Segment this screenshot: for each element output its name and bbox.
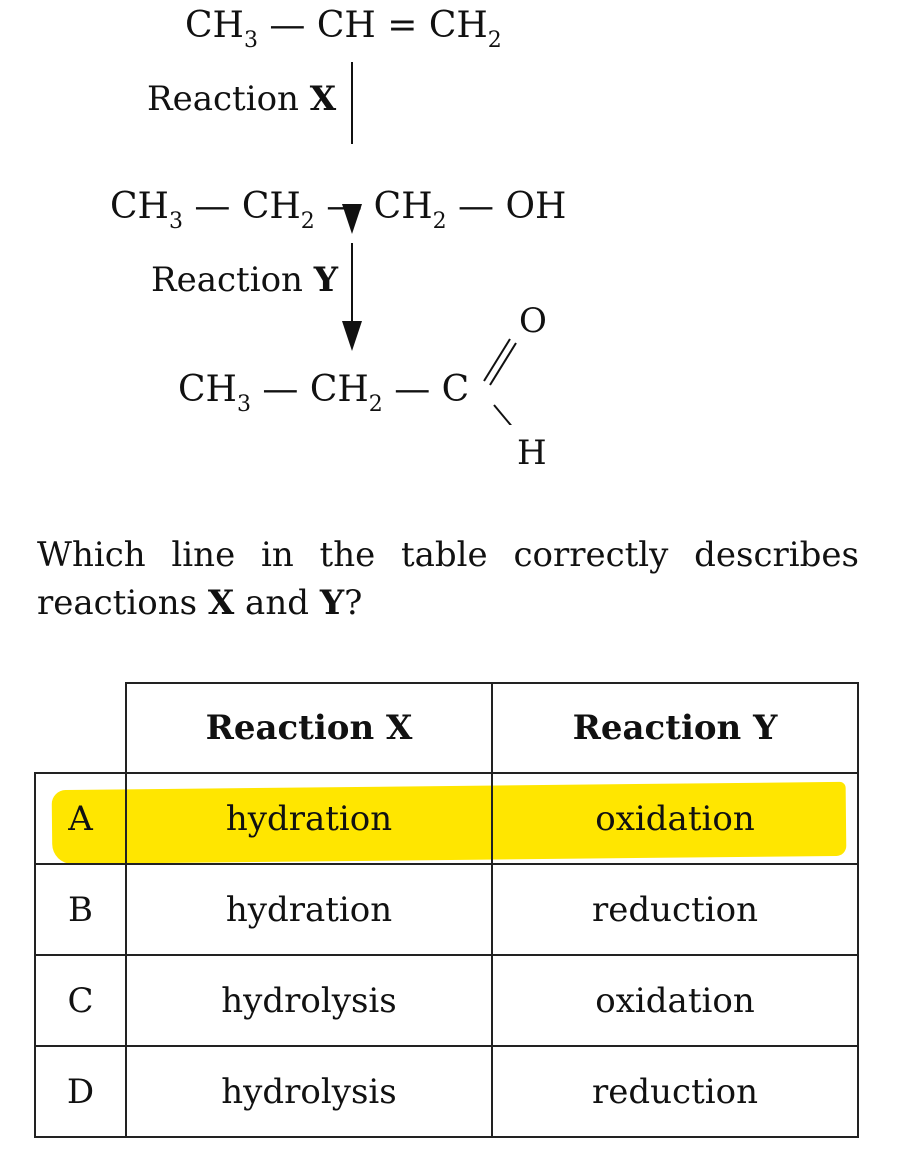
formula-subscript: 2: [487, 28, 502, 53]
question-x: X: [207, 583, 235, 623]
table-header-row: [35, 683, 858, 773]
reaction-letter: Y: [313, 260, 339, 300]
compound-propanol: [110, 186, 567, 234]
formula-subscript: 3: [236, 392, 251, 417]
compound-propanal: [178, 369, 470, 417]
formula-part: — OH: [446, 186, 567, 227]
row-reaction-x-text: hydration: [225, 798, 393, 839]
table-row[interactable]: [35, 955, 858, 1046]
question-part: Which line in the table correctly describes reactions: [37, 535, 859, 623]
formula-part: — CH: [314, 186, 433, 227]
row-reaction-y-text: oxidation: [595, 798, 755, 839]
row-letter: B: [35, 864, 126, 955]
formula-part: CH: [110, 186, 169, 227]
header-reaction-x: Reaction X: [126, 683, 492, 773]
row-letter: C: [35, 955, 126, 1046]
header-blank: [35, 683, 126, 773]
question-part: ?: [344, 583, 363, 623]
aldehyde-hydrogen: H: [517, 433, 547, 473]
formula-subscript: 2: [368, 392, 383, 417]
formula-part: — CH: [182, 186, 301, 227]
table-row[interactable]: [35, 773, 858, 864]
question-part: and: [234, 583, 320, 623]
formula-subscript: 3: [168, 209, 183, 234]
row-letter-text: A: [68, 798, 93, 839]
formula-subscript: 3: [243, 28, 258, 53]
table-row[interactable]: [35, 864, 858, 955]
formula-subscript: 2: [432, 209, 447, 234]
compound-propene: [185, 5, 502, 53]
formula-part: — CH: [250, 369, 369, 410]
single-bond-line: [494, 405, 514, 425]
row-reaction-x: hydrolysis: [126, 955, 492, 1046]
formula-part: CH: [178, 369, 237, 410]
reaction-x-label: [147, 79, 336, 119]
row-reaction-y: oxidation: [492, 955, 858, 1046]
reaction-letter: X: [309, 79, 337, 119]
formula-part: — CH = CH: [257, 5, 488, 46]
row-reaction-x: hydrolysis: [126, 1046, 492, 1137]
row-reaction-y: reduction: [492, 1046, 858, 1137]
question-text: [37, 531, 859, 627]
reaction-prefix: Reaction: [151, 260, 314, 300]
row-reaction-y: [492, 773, 858, 864]
formula-part: CH: [185, 5, 244, 46]
reaction-prefix: Reaction: [147, 79, 310, 119]
row-reaction-y: reduction: [492, 864, 858, 955]
header-reaction-y: Reaction Y: [492, 683, 858, 773]
question-y: Y: [319, 583, 345, 623]
formula-part: — C: [382, 369, 470, 410]
row-letter: D: [35, 1046, 126, 1137]
row-reaction-x: hydration: [126, 864, 492, 955]
row-reaction-x: [126, 773, 492, 864]
reaction-y-label: [151, 260, 338, 300]
aldehyde-oxygen: O: [519, 301, 547, 341]
aldehyde-bonds: [470, 325, 550, 425]
table-row[interactable]: [35, 1046, 858, 1137]
row-letter: [35, 773, 126, 864]
formula-subscript: 2: [300, 209, 315, 234]
answer-table: [34, 682, 859, 1138]
